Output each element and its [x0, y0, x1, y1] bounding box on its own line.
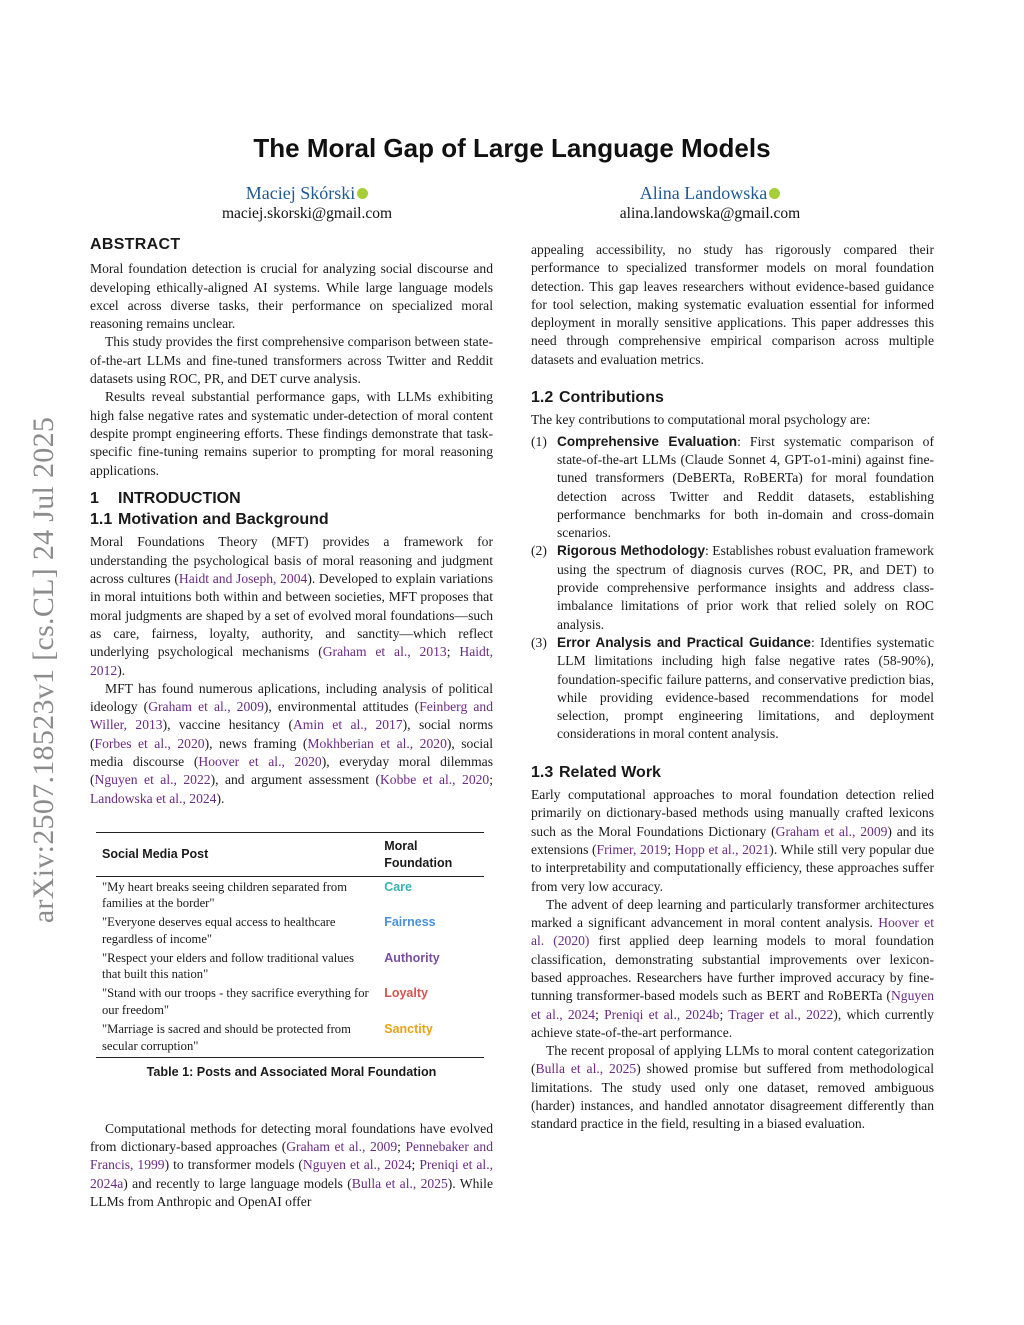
- post-cell: "Marriage is sacred and should be protected from secular corruption": [96, 1019, 378, 1058]
- item-number: (1): [531, 433, 547, 449]
- item-number: (2): [531, 543, 547, 559]
- text-run: ), environmental attitudes (: [263, 699, 420, 715]
- paper-title: The Moral Gap of Large Language Models: [253, 133, 771, 163]
- citation-link[interactable]: Nguyen et al., 2024: [531, 988, 934, 1022]
- contribution-item: [531, 634, 934, 744]
- text-run: ;: [667, 841, 675, 857]
- author-block: [550, 183, 870, 223]
- intro-paragraph: [90, 680, 493, 808]
- author-email: alina.landowska@gmail.com: [619, 205, 801, 222]
- citation-link[interactable]: Bulla et al., 2025: [535, 1061, 637, 1077]
- text-run: ), and argument assessment (: [210, 772, 380, 788]
- column-header-post: Social Media Post: [96, 832, 378, 876]
- author-name-link[interactable]: [640, 183, 780, 204]
- item-title: Comprehensive Evaluation: [557, 433, 738, 449]
- post-cell: "My heart breaks seeing children separated from families at the border": [102, 879, 348, 911]
- text-run: ;: [446, 644, 460, 660]
- text-run: ;: [489, 772, 493, 788]
- citation-link[interactable]: Hoover et al., 2020: [198, 754, 322, 770]
- arxiv-stamp: [14, 390, 74, 950]
- citation-link[interactable]: Preniqi et al., 2024b: [604, 1006, 720, 1022]
- author-name: Alina Landowska: [639, 183, 768, 203]
- item-body: [557, 433, 934, 543]
- orcid-icon[interactable]: [769, 188, 780, 199]
- related-paragraph: [531, 786, 934, 896]
- intro-paragraph: [90, 533, 493, 679]
- item-title: Error Analysis and Practical Guidance: [557, 634, 811, 650]
- citation-link[interactable]: Hopp et al., 2021: [674, 841, 770, 857]
- text-run: MFT has found numerous aplications, including analysis of political ideology (: [90, 680, 493, 715]
- text-run: Early computational approaches to moral foundation detection relied primarily on dictionary-based methods using manually crafted lexicons such as the Moral Foundations Dictionary (: [531, 787, 934, 839]
- author-email: maciej.skorski@gmail.com: [221, 205, 393, 222]
- text-run: ), social norms (: [90, 717, 494, 751]
- citation-link[interactable]: Mokhberian et al., 2020: [307, 735, 447, 751]
- citation-link[interactable]: Nguyen et al., 2024: [302, 1157, 412, 1173]
- subsection-title: Motivation and Background: [118, 511, 329, 529]
- abstract-paragraph: This study provides the first comprehensive comparison between state-of-the-art LLMs and fine-tuned transformers across Twitter and Reddit datasets using ROC, PR, and DET curve analysis.: [90, 334, 493, 387]
- contribution-item: [531, 542, 934, 633]
- related-paragraph: [531, 1042, 934, 1133]
- table-row: [96, 948, 484, 984]
- item-text: : Establishes robust evaluation framework using the spectrum of diagnosis curves (ROC, PR, and DET) to provide comprehensive performance insights and address class-imbalance limitations of prior work that relied solely on ROC analysis.: [557, 543, 934, 632]
- text-run: ), news framing (: [204, 735, 308, 751]
- section-title: INTRODUCTION: [118, 489, 241, 507]
- right-column: [531, 241, 934, 1134]
- subsection-number: 1.2: [531, 389, 554, 407]
- text-run: ).: [216, 790, 225, 806]
- moral-foundation-table: [96, 832, 484, 1059]
- text-run: ).: [117, 662, 126, 678]
- text-run: ) showed promise but suffered from methodological limitations. The study used only one dataset, removed ambiguous (harder) instances, and handled annotator disagreement differently than standard practice in the field, resulting in a biased evaluation.: [531, 1061, 934, 1132]
- text-run: ), everyday moral dilemmas (: [90, 754, 493, 788]
- citation-link[interactable]: Preniqi et al., 2024a: [90, 1157, 494, 1191]
- item-body: [557, 542, 934, 633]
- text-run: ), vaccine hesitancy (: [162, 717, 293, 733]
- contribution-item: [531, 433, 934, 543]
- citation-link[interactable]: Landowska et al., 2024: [90, 790, 217, 806]
- abstract-heading: ABSTRACT: [90, 236, 181, 253]
- section-number: 1: [90, 489, 99, 507]
- section-heading-introduction: [90, 490, 493, 508]
- citation-link[interactable]: Pennebaker and Francis, 1999: [90, 1139, 493, 1173]
- post-cell: "Stand with our troops - they sacrifice everything for our freedom": [102, 986, 369, 1018]
- citation-link[interactable]: Graham et al., 2009: [148, 699, 264, 715]
- citation-link[interactable]: Kobbe et al., 2020: [379, 772, 490, 788]
- post-cell: "Everyone deserves equal access to healthcare regardless of income": [102, 915, 336, 946]
- author-block: [147, 183, 467, 223]
- item-title: Rigorous Methodology: [557, 543, 706, 559]
- citation-link[interactable]: Graham et al., 2013: [322, 644, 447, 660]
- abstract-paragraph: Results reveal substantial performance gaps, with LLMs exhibiting high false negative rates and systematic under-detection of moral content despite prompt engineering efforts. These findings demonstrate that task-specific fine-tuning remains superior to prompting for moral reasoning applications.: [90, 389, 493, 478]
- text-run: Moral Foundations Theory (MFT) provides a framework for understanding the psychological basis of moral reasoning and judgment across cultures (: [90, 534, 493, 587]
- subsection-title: Related Work: [559, 763, 661, 781]
- foundation-cell: Loyalty: [384, 986, 428, 1001]
- citation-link[interactable]: Bulla et al., 2025: [351, 1175, 448, 1191]
- item-text: : First systematic comparison of state-of-the-art LLMs (Claude Sonnet 4, GPT-o1-mini) against fine-tuned transformers (DeBERTa, RoBERTa) for moral foundation detection across Twitter and Reddit datasets, establishing performance benchmarks for both in-domain and cross-domain scenarios.: [557, 433, 934, 541]
- text-run: ). While LLMs from Anthropic and OpenAI offer: [90, 1175, 493, 1209]
- contributions-list: [531, 433, 934, 744]
- table-row: [96, 1019, 484, 1058]
- methods-paragraph: [90, 1120, 493, 1211]
- text-run: ;: [719, 1006, 729, 1022]
- item-number: (3): [531, 634, 547, 650]
- arxiv-id: arXiv:2507.18523v1 [cs.CL] 24 Jul 2025: [27, 416, 61, 924]
- table-header-row: [96, 832, 484, 876]
- item-text: : Identifies systematic LLM limitations including high false negative rates (58-90%), foundation-specific failure patterns, and conservative prediction bias, while providing evidence-based recommendations for model selection, prompt engineering limitations, and deployment considerations in moral content analysis.: [557, 634, 934, 742]
- abstract-paragraph: Moral foundation detection is crucial for analyzing social discourse and developing ethically-aligned AI systems. While large language models excel across diverse tasks, their performance on specialized moral reasoning remains unclear.: [90, 261, 493, 332]
- table-row: [96, 876, 484, 912]
- table-caption: Table 1: Posts and Associated Moral Foundation: [146, 1065, 437, 1080]
- citation-link[interactable]: Hoover et al. (2020): [531, 915, 934, 949]
- left-column: [90, 236, 493, 1211]
- foundation-cell: Care: [384, 879, 412, 894]
- continued-paragraph: appealing accessibility, no study has rigorously compared their performance to specialized transformer models on moral foundation detection. This gap leaves researchers without evidence-based guidance for tool selection, making systematic evaluation essential for informed deployment in morally sensitive applications. This paper addresses this need through comprehensive empirical comparison across multiple datasets and evaluation metrics.: [531, 242, 934, 367]
- text-run: ;: [397, 1139, 406, 1155]
- subsection-number: 1.3: [531, 763, 554, 781]
- text-run: first applied deep learning models to moral foundation classification, demonstrating substantial improvements over lexicon-based approaches. Researchers have further improved accuracy by fine-tunning transformer-based models such as BERT and RoBERTa (: [531, 933, 934, 1004]
- table-row: [96, 983, 484, 1019]
- author-name-link[interactable]: [246, 183, 369, 204]
- text-run: ;: [411, 1157, 420, 1173]
- text-run: ) to transformer models (: [164, 1157, 303, 1173]
- citation-link[interactable]: Graham et al., 2009: [286, 1139, 398, 1155]
- citation-link[interactable]: Amin et al., 2017: [292, 717, 403, 733]
- text-run: The recent proposal of applying LLMs to moral content categorization (: [531, 1043, 934, 1077]
- citation-link[interactable]: Feinberg and Willer, 2013: [90, 699, 493, 733]
- column-header-foundation: Moral Foundation: [378, 832, 484, 876]
- contributions-intro: The key contributions to computational moral psychology are:: [531, 412, 871, 428]
- table-row: [96, 912, 484, 948]
- author-name: Maciej Skórski: [245, 183, 356, 203]
- citation-link[interactable]: Forbes et al., 2020: [94, 735, 205, 751]
- subsection-heading-related-work: [531, 764, 934, 782]
- citation-link[interactable]: Trager et al., 2022: [728, 1006, 834, 1022]
- text-run: Computational methods for detecting moral foundations have evolved from dictionary-based approaches (: [90, 1120, 493, 1155]
- citation-link[interactable]: Frimer, 2019: [596, 841, 668, 857]
- text-run: ) and recently to large language models (: [123, 1175, 352, 1191]
- post-cell: "Respect your elders and follow traditional values that built this nation": [102, 950, 355, 982]
- text-run: ). Developed to explain variations in moral intuitions both within and between societies, MFT proposes that moral judgments are shaped by a set of evolved moral foundations—such as care, fairness, loyalty, authority, and sanctity—which reflect underlying psychological mechanisms (: [90, 571, 493, 660]
- foundation-cell: Sanctity: [378, 1019, 484, 1058]
- text-run: ) and its extensions (: [531, 823, 934, 857]
- related-paragraph: [531, 896, 934, 1042]
- text-run: ), social media discourse (: [90, 735, 493, 770]
- subsection-title: Contributions: [559, 389, 664, 407]
- citation-link[interactable]: Haidt, 2012: [90, 644, 493, 678]
- text-run: ;: [595, 1006, 605, 1022]
- subsection-heading-contributions: [531, 389, 934, 407]
- text-run: ), which currently achieve state-of-the-art performance.: [531, 1006, 934, 1040]
- text-run: ). While still very popular due to interpretability and computationally efficiency, these approaches suffer from very low accuracy.: [531, 841, 934, 894]
- citation-link[interactable]: Haidt and Joseph, 2004: [178, 571, 308, 587]
- citation-link[interactable]: Graham et al., 2009: [775, 823, 888, 839]
- item-body: [557, 634, 934, 744]
- foundation-cell: Fairness: [384, 915, 436, 930]
- subsection-heading-motivation: [90, 511, 493, 529]
- orcid-icon[interactable]: [357, 188, 368, 199]
- foundation-cell: Authority: [384, 950, 440, 965]
- citation-link[interactable]: Nguyen et al., 2022: [94, 772, 211, 788]
- text-run: The advent of deep learning and particularly transformer architectures marked a significant advancement in moral content analysis.: [531, 896, 934, 931]
- subsection-number: 1.1: [90, 511, 113, 529]
